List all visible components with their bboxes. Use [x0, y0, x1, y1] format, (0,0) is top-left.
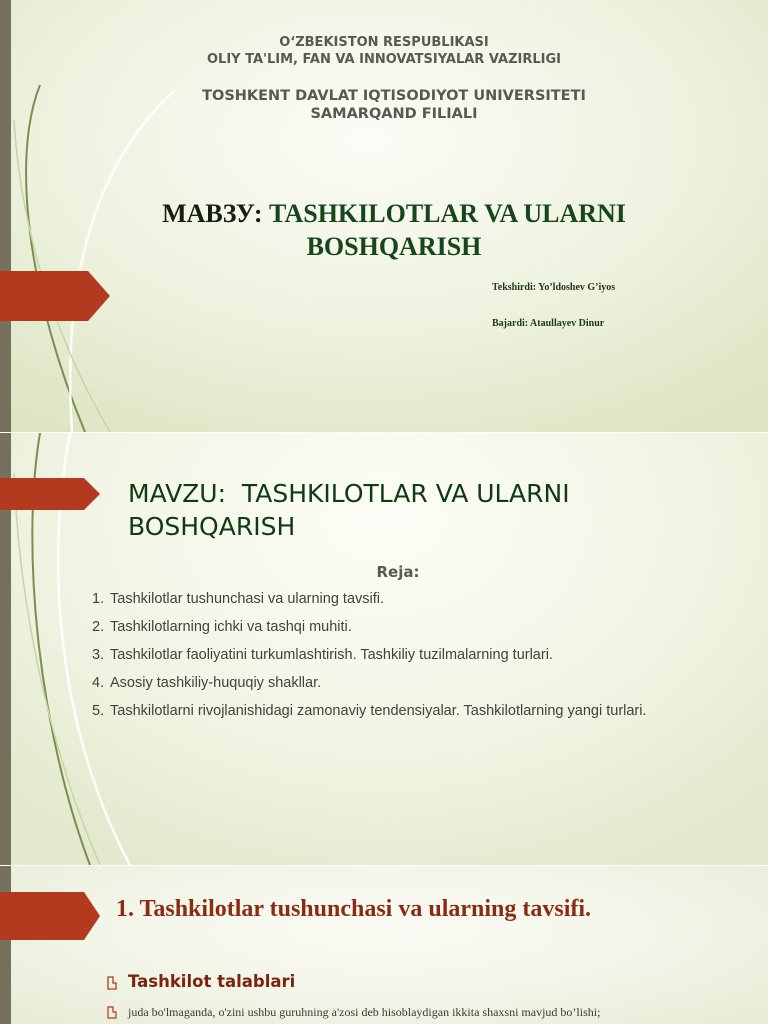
- plan-item-text: Tashkilotlar tushunchasi va ularning tavsifi.: [110, 591, 385, 607]
- bullet-text: juda bo'lmaganda, o'zini ushbu guruhning a'zosi deb hisoblaydigan ikkita shaxsni mavjud bo’lishi;: [128, 1005, 601, 1019]
- plan-list: [92, 590, 692, 730]
- plan-item-number: 2.: [92, 619, 105, 635]
- ministry-header: [0, 34, 768, 68]
- content-slide: [0, 866, 768, 1024]
- topic-prefix: МАВЗУ:: [162, 199, 263, 228]
- plan-item-text: Tashkilotlar faoliyatini turkumlashtirish. Tashkiliy tuzilmalarning turlari.: [110, 647, 553, 663]
- accent-tag-shape: [0, 478, 100, 510]
- plan-item: [92, 702, 692, 720]
- ministry-line-1: O‘ZBEKISTON RESPUBLIKASI: [279, 35, 489, 50]
- plan-item: [92, 590, 692, 608]
- slide2-topic-title: [128, 477, 728, 543]
- bullet-heading: Tashkilot talablari: [128, 972, 296, 991]
- topic-line-1: MAVZU: TASHKILOTLAR VA ULARNI: [128, 479, 570, 508]
- plan-item: [92, 618, 692, 636]
- ministry-line-2: OLIY TA'LIM, FAN VA INNOVATSIYALAR VAZIRLIGI: [206, 52, 561, 67]
- slide-sidebar-strip: [0, 866, 11, 1024]
- plan-item: [92, 646, 692, 664]
- university-line-1: TOSHKENT DAVLAT IQTISODIYOT UNIVERSITETI: [202, 88, 586, 104]
- accent-tag-shape: [0, 271, 110, 321]
- plan-slide: [0, 433, 768, 865]
- bullet-icon: [107, 1006, 117, 1019]
- plan-item-number: 5.: [92, 703, 105, 719]
- accent-tag-shape: [0, 892, 100, 940]
- plan-item-number: 3.: [92, 647, 105, 663]
- bullet-icon: [107, 976, 117, 990]
- plan-item-text: Tashkilotlarni rivojlanishidagi zamonaviy tendensiyalar. Tashkilotlarning yangi turlari.: [110, 703, 647, 719]
- university-line-2: SAMARQAND FILIALI: [310, 106, 478, 122]
- topic-line-2: BOSHQARISH: [128, 512, 296, 541]
- topic-text: TASHKILOTLAR VA ULARNI BOSHQARISH: [269, 199, 626, 261]
- plan-heading: Reja:: [376, 563, 420, 581]
- plan-item-text: Tashkilotlarning ichki va tashqi muhiti.: [110, 619, 352, 635]
- slide1-topic-title: [120, 197, 668, 263]
- plan-item-text: Asosiy tashkiliy-huquqiy shakllar.: [110, 675, 322, 691]
- university-header: [0, 87, 768, 123]
- checked-by-label: Tekshirdi: Yo’ldoshev G’iyos: [492, 282, 616, 293]
- plan-item-number: 4.: [92, 675, 105, 691]
- title-slide: [0, 0, 768, 432]
- plan-item: [92, 674, 692, 692]
- section-title: 1. Tashkilotlar tushunchasi va ularning tavsifi.: [116, 896, 592, 922]
- plan-item-number: 1.: [92, 591, 105, 607]
- done-by-label: Bajardi: Ataullayev Dinur: [492, 318, 605, 329]
